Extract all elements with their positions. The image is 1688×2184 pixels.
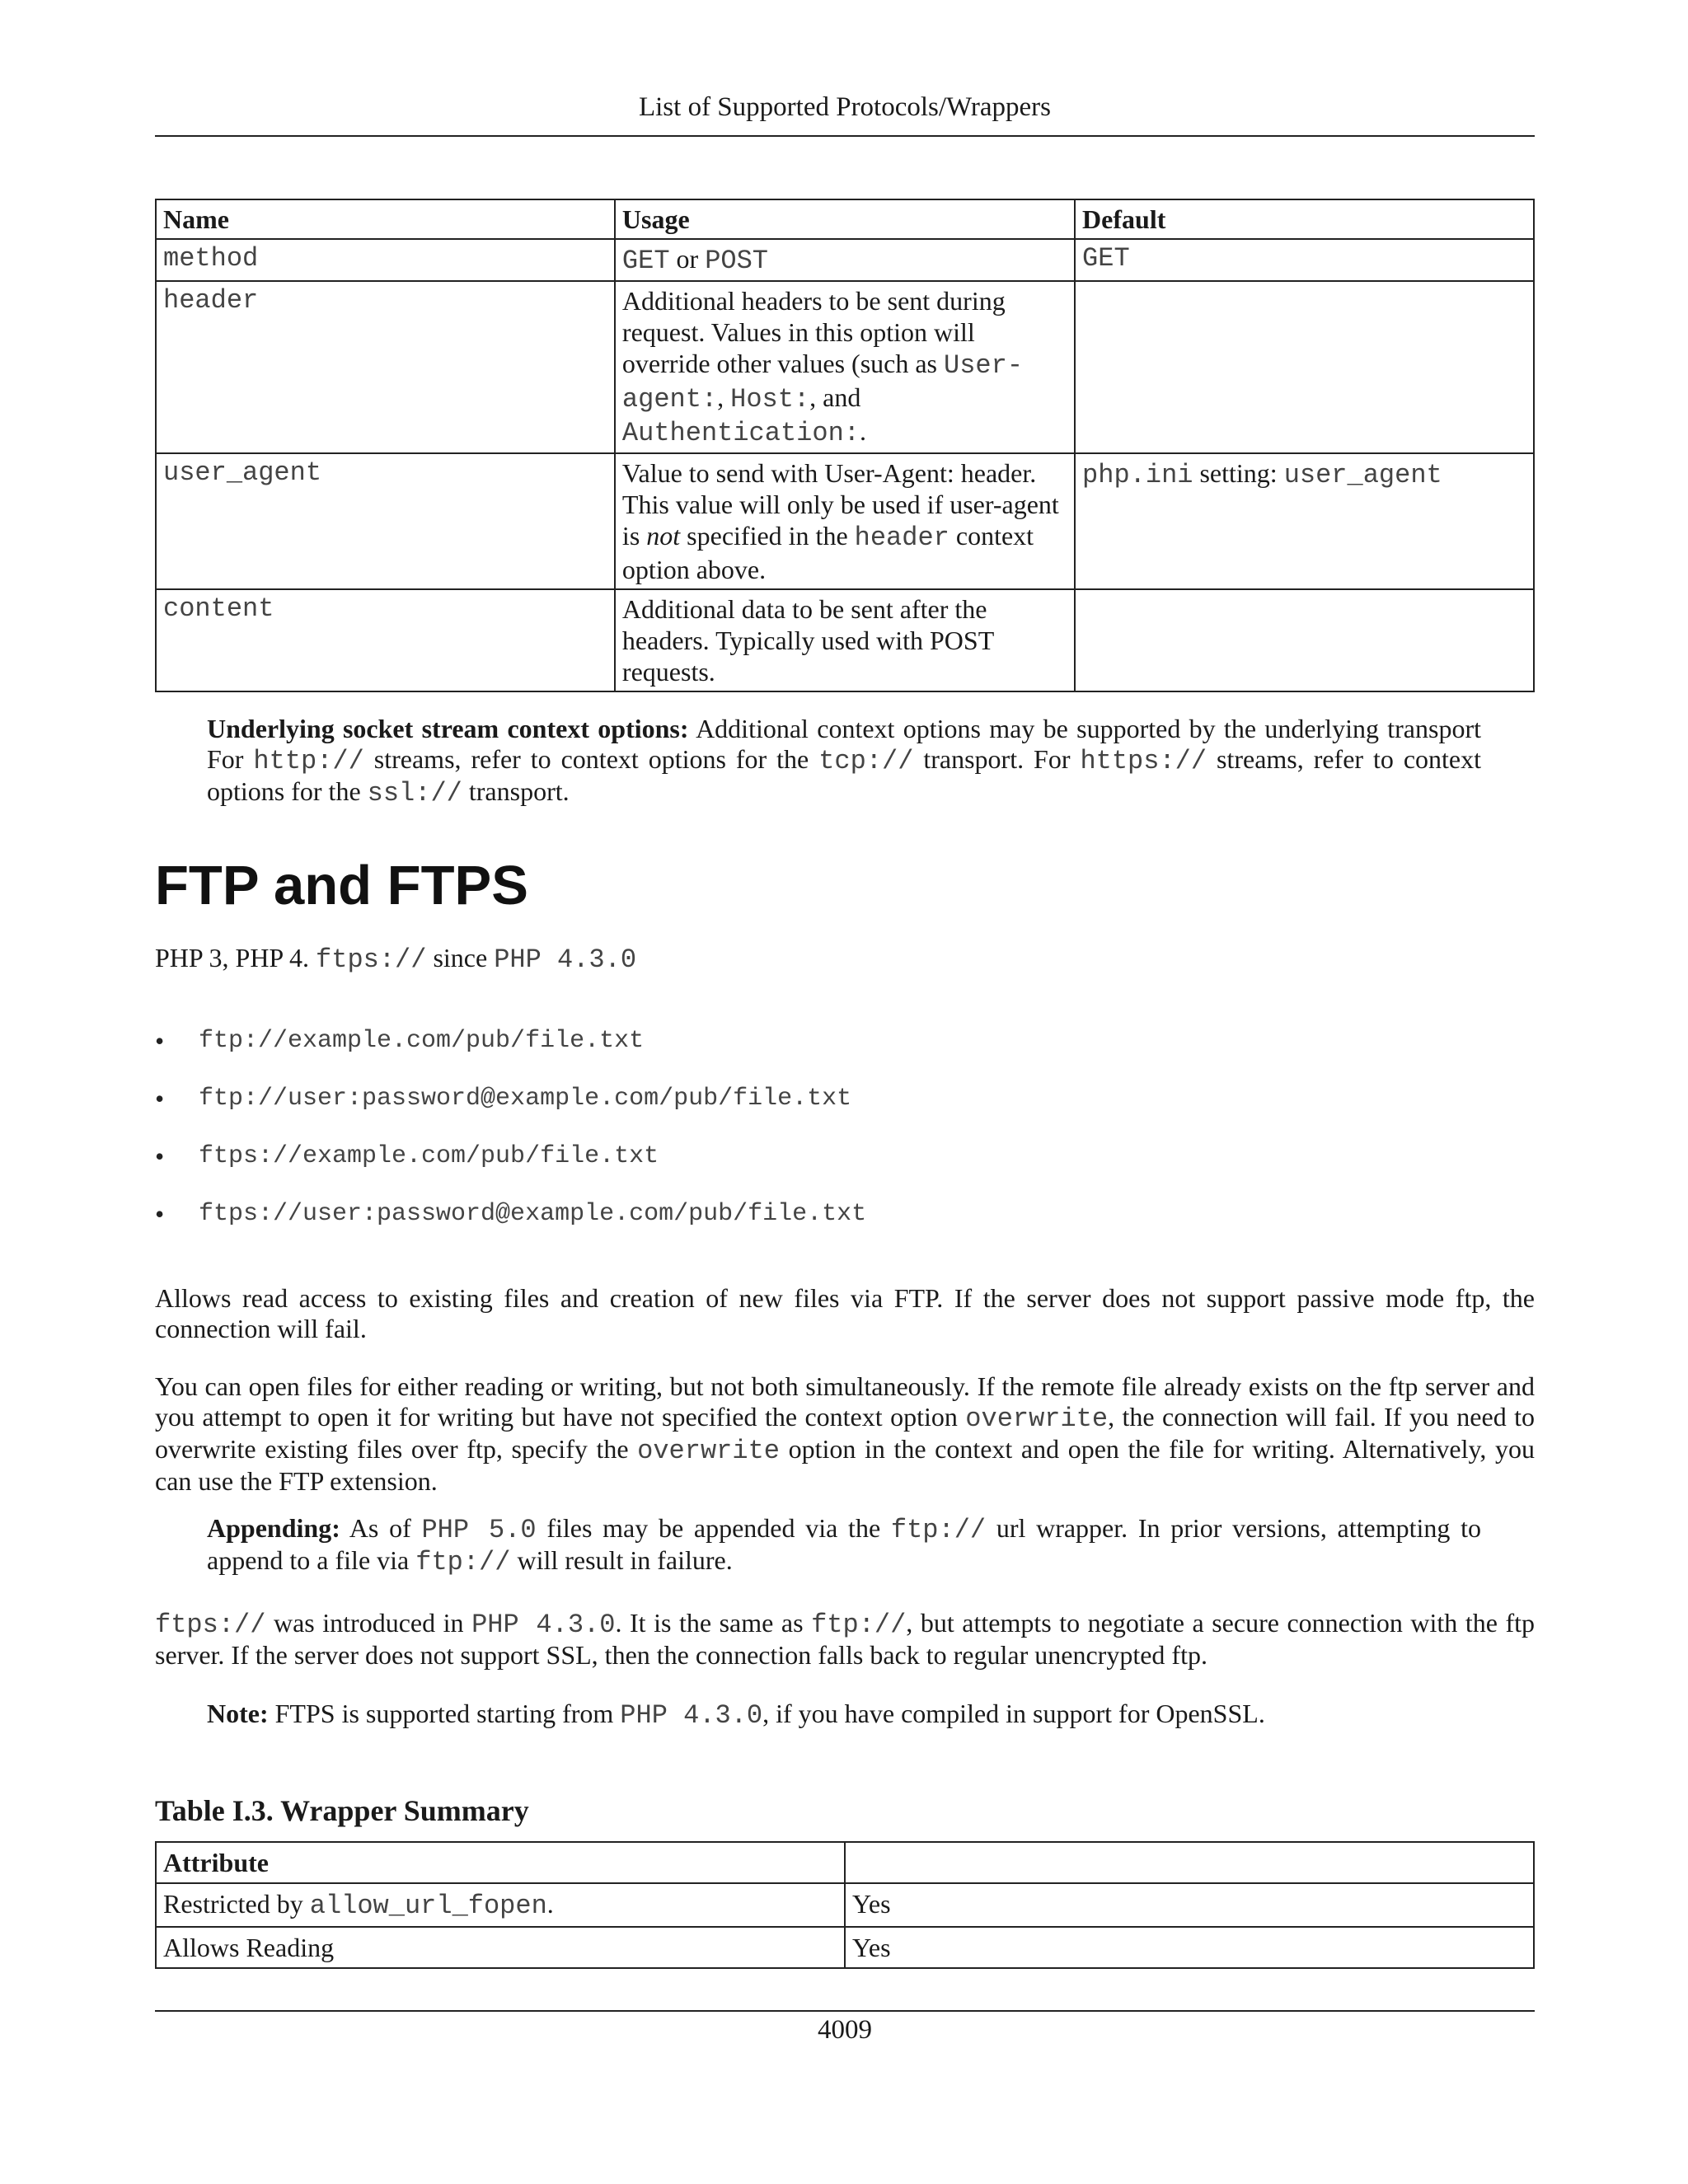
note-label: Underlying socket stream context options: — [207, 714, 689, 743]
option-usage-user-agent — [615, 453, 1075, 589]
usage-text: specified in the — [680, 521, 855, 551]
usage-emphasis: not — [646, 521, 681, 551]
note-text: will result in failure. — [510, 1545, 733, 1575]
page-number: 4009 — [818, 2015, 872, 2045]
attribute-text: Restricted by — [163, 1889, 310, 1919]
option-usage-header — [615, 281, 1075, 453]
inline-code: allow_url_fopen — [309, 1891, 547, 1921]
inline-code: PHP 4.3.0 — [471, 1610, 616, 1640]
inline-code: http:// — [253, 746, 364, 776]
inline-code: ftps:// — [155, 1610, 266, 1640]
default-code: php.ini — [1082, 460, 1193, 490]
note-text: transport. — [462, 776, 570, 806]
table-row — [156, 453, 1534, 589]
inline-code: ftp:// — [415, 1547, 511, 1577]
usage-text: , — [717, 382, 731, 412]
table-header-row — [156, 1842, 1534, 1883]
default-text: setting: — [1193, 458, 1284, 488]
value-cell: Yes — [845, 1883, 1534, 1927]
attribute-text: . — [546, 1889, 554, 1919]
note-label: Note: — [207, 1699, 269, 1728]
read-write-paragraph — [155, 1371, 1535, 1497]
footer-rule — [155, 2010, 1535, 2012]
column-header-value — [845, 1842, 1534, 1883]
attribute-cell — [156, 1883, 845, 1927]
inline-code: ftps:// — [316, 944, 427, 975]
list-item — [155, 1197, 1535, 1255]
usage-text: , and — [809, 382, 861, 412]
usage-text: . — [859, 416, 866, 446]
note-text: streams, refer to context options for the — [363, 744, 819, 774]
paragraph-text: You can open files for either reading or writing, but not both simultaneously. If the remote file already exists on the ftp server and you attempt to open it for writing but have not specified the context option — [155, 1371, 1535, 1432]
inline-code: overwrite — [637, 1436, 780, 1466]
table-row — [156, 239, 1534, 281]
paragraph-text: , the connection will fail. If you need to overwrite existing files over ftp, specify the — [155, 1402, 1536, 1464]
section-title: FTP and FTPS — [155, 855, 528, 916]
ftps-paragraph — [155, 1608, 1535, 1671]
bullet-icon: • — [155, 1026, 165, 1056]
example-url: ftps://user:password@example.com/pub/file.txt — [199, 1200, 867, 1228]
bullet-icon: • — [155, 1141, 165, 1171]
inline-code: PHP 5.0 — [421, 1515, 537, 1545]
list-item — [155, 1082, 1535, 1140]
usage-code: Host: — [730, 384, 810, 415]
bullet-icon: • — [155, 1199, 165, 1229]
column-header-attribute: Attribute — [156, 1842, 845, 1883]
option-default-content — [1075, 589, 1534, 691]
note-text: , if you have compiled in support for OpenSSL. — [762, 1699, 1265, 1728]
value-cell: Yes — [845, 1927, 1534, 1968]
list-item — [155, 1024, 1535, 1082]
read-access-paragraph: Allows read access to existing files and creation of new files via FTP. If the server does not support passive mode ftp, the connection will fail. — [155, 1283, 1535, 1343]
inline-code: PHP 4.3.0 — [494, 944, 637, 975]
socket-context-note — [207, 714, 1481, 808]
inline-code: ftp:// — [811, 1610, 907, 1640]
note-text: streams, refer to context options for the — [207, 744, 1482, 806]
usage-code: header — [854, 523, 950, 553]
usage-code: POST — [705, 246, 768, 276]
usage-code: GET — [621, 246, 670, 276]
option-usage-content: Additional data to be sent after the headers. Typically used with POST requests. — [615, 589, 1075, 691]
note-text: url wrapper. In prior versions, attempting to append to a file via — [207, 1513, 1482, 1575]
usage-text: Additional headers to be sent during request. Values in this option will override other values (such as — [621, 286, 1006, 378]
inline-code: overwrite — [965, 1404, 1109, 1434]
option-default-method: GET — [1075, 239, 1534, 281]
url-example-list — [155, 1024, 1535, 1255]
paragraph-text: . It is the same as — [615, 1608, 812, 1638]
note-text: FTPS is supported starting from — [268, 1699, 621, 1728]
example-url: ftp://user:password@example.com/pub/file.txt — [199, 1085, 852, 1113]
version-text: PHP 3, PHP 4. — [155, 943, 316, 972]
usage-text: context option above. — [621, 521, 1034, 584]
inline-code: tcp:// — [818, 746, 914, 776]
example-url: ftps://example.com/pub/file.txt — [199, 1142, 659, 1170]
table-caption: Table I.3. Wrapper Summary — [155, 1794, 529, 1827]
option-name-content: content — [156, 589, 615, 691]
note-text: transport. For — [913, 744, 1081, 774]
default-code: user_agent — [1283, 460, 1442, 490]
version-text: since — [426, 943, 495, 972]
option-default-header — [1075, 281, 1534, 453]
paragraph-text: was introduced in — [265, 1608, 472, 1638]
usage-text: Value to send with User-Agent: header. This value will only be used if user-agent is — [621, 458, 1059, 551]
usage-code: Authentication: — [621, 418, 860, 448]
table-row — [156, 1927, 1534, 1968]
appending-note — [207, 1513, 1481, 1577]
table-row — [156, 1883, 1534, 1927]
note-text: Additional context options may be supported by the underlying transport For — [207, 714, 1482, 774]
inline-code: PHP 4.3.0 — [620, 1700, 763, 1731]
header-rule — [155, 135, 1535, 137]
inline-code: ftp:// — [890, 1515, 987, 1545]
table-row — [156, 589, 1534, 691]
ftps-note — [207, 1699, 1481, 1731]
inline-code: ssl:// — [367, 778, 462, 808]
note-text: As of — [340, 1513, 422, 1543]
usage-text: or — [669, 244, 706, 274]
option-default-user-agent — [1075, 453, 1534, 589]
paragraph-text: option in the context and open the file for writing. Alternatively, you can use the FTP extension. — [155, 1434, 1536, 1496]
list-item — [155, 1140, 1535, 1197]
option-name-method: method — [156, 239, 615, 281]
option-usage-method — [615, 239, 1075, 281]
running-header: List of Supported Protocols/Wrappers — [638, 92, 1051, 122]
usage-code: User-agent: — [621, 350, 1024, 415]
column-header-default: Default — [1075, 199, 1534, 239]
option-name-user-agent: user_agent — [156, 453, 615, 589]
column-header-name: Name — [156, 199, 615, 239]
version-line — [155, 943, 1535, 975]
table-row — [156, 281, 1534, 453]
wrapper-summary-table — [155, 1841, 1535, 1969]
note-text: files may be appended via the — [536, 1513, 891, 1543]
example-url: ftp://example.com/pub/file.txt — [199, 1027, 645, 1055]
table-header-row — [156, 199, 1534, 239]
http-context-options-table — [155, 199, 1535, 692]
note-label: Appending: — [207, 1513, 340, 1543]
inline-code: https:// — [1080, 746, 1207, 776]
bullet-icon: • — [155, 1084, 165, 1113]
paragraph-text: , but attempts to negotiate a secure connection with the ftp server. If the server does not support SSL, then the connection falls back to regular unencrypted ftp. — [155, 1608, 1536, 1670]
attribute-cell: Allows Reading — [156, 1927, 845, 1968]
option-name-header: header — [156, 281, 615, 453]
column-header-usage: Usage — [615, 199, 1075, 239]
